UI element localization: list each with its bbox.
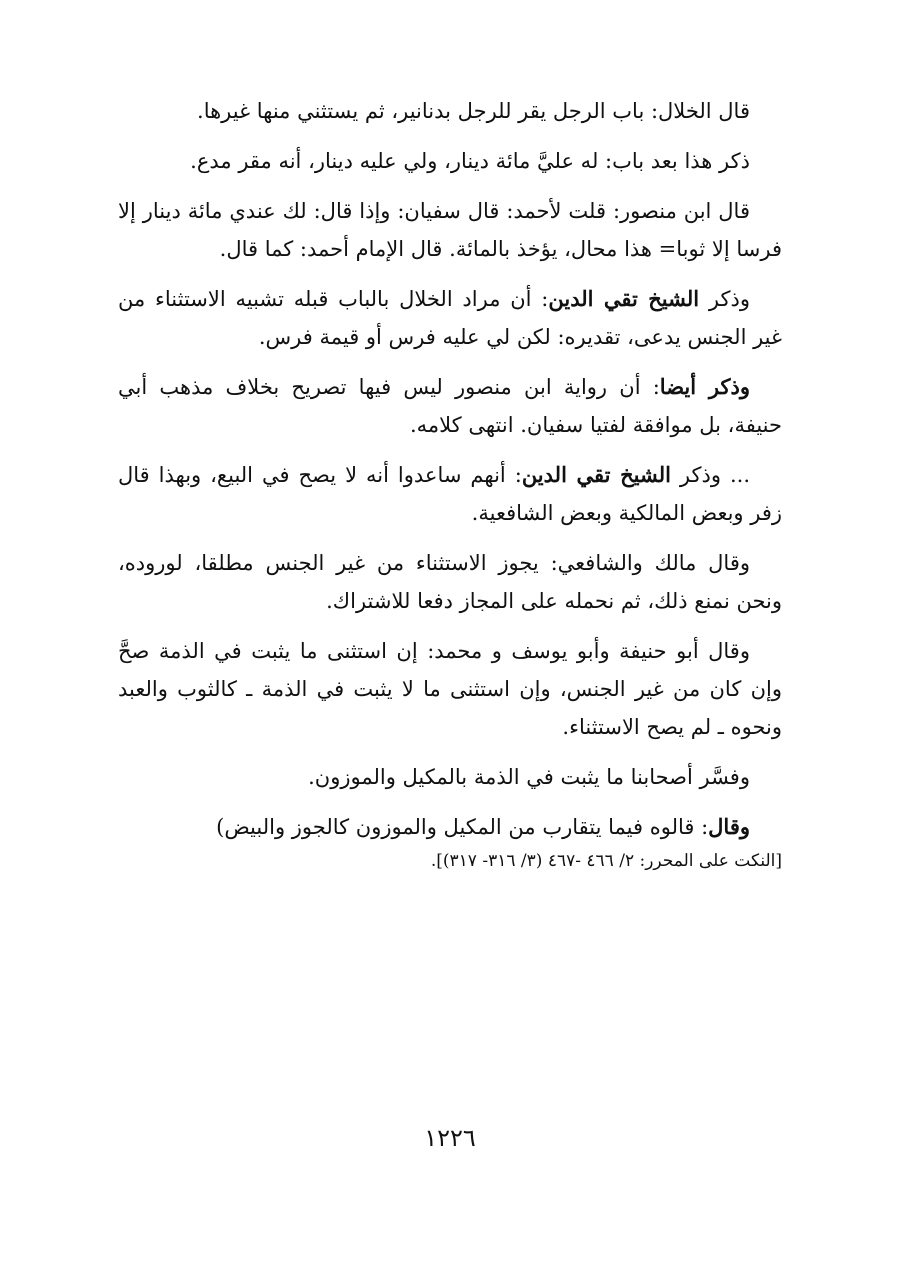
paragraph-lead: وذكر (699, 287, 750, 311)
paragraph-text: : أن رواية ابن منصور ليس فيها تصريح بخلاف مذهب أبي حنيفة، بل موافقة لفتيا سفيان. انتهى كلامه. (118, 375, 782, 437)
paragraph-bold-term: الشيخ تقي الدين (548, 286, 700, 311)
paragraph-text: وقال أبو حنيفة وأبو يوسف و محمد: إن استثنى ما يثبت في الذمة صحَّ وإن كان من غير الجنس، وإن استثنى ما لا يثبت في الذمة ـ كالثوب والعبد ونحوه ـ لم يصح الاستثناء. (118, 639, 782, 739)
paragraph-10 (118, 808, 782, 876)
paragraph-bold-term: الشيخ تقي الدين (521, 462, 671, 487)
paragraph-text: وفسَّر أصحابنا ما يثبت في الذمة بالمكيل والموزون. (308, 765, 750, 789)
paragraph-text: قال ابن منصور: قلت لأحمد: قال سفيان: وإذا قال: لك عندي مائة دينار إلا فرسا إلا ثوبا= هذا محال، يؤخذ بالمائة. قال الإمام أحمد: كما قال. (118, 199, 782, 261)
paragraph-2 (118, 142, 782, 180)
paragraph-text: قال الخلال: باب الرجل يقر للرجل بدنانير، ثم يستثني منها غيرها. (197, 99, 750, 123)
page-number: ١٢٢٦ (424, 1124, 476, 1152)
paragraph-bold-term: وقال (708, 814, 750, 839)
paragraph-8 (118, 632, 782, 746)
paragraph-4 (118, 280, 782, 356)
paragraph-bold-term: وذكر أيضا (659, 374, 750, 399)
paragraph-text: وقال مالك والشافعي: يجوز الاستثناء من غير الجنس مطلقا، لوروده، ونحن نمنع ذلك، ثم نحمله على المجاز دفعا للاشتراك. (118, 551, 782, 613)
paragraph-text: : أنهم ساعدوا أنه لا يصح في البيع، وبهذا قال زفر وبعض المالكية وبعض الشافعية. (118, 463, 782, 525)
source-citation: [النكت على المحرر: ٢/ ٤٦٦ -٤٦٧ (٣/ ٣١٦- ٣١٧)]. (430, 851, 782, 871)
paragraph-9 (118, 758, 782, 796)
paragraph-7 (118, 544, 782, 620)
paragraph-text: : أن مراد الخلال بالباب قبله تشبيه الاستثناء من غير الجنس يدعى، تقديره: لكن لي عليه فرس أو قيمة فرس. (118, 287, 782, 349)
paragraph-3 (118, 192, 782, 268)
paragraph-6 (118, 456, 782, 532)
paragraph-text: : قالوه فيما يتقارب من المكيل والموزون كالجوز والبيض) (216, 815, 709, 839)
paragraph-5 (118, 368, 782, 444)
paragraph-text: ذكر هذا بعد باب: له عليَّ مائة دينار، ولي عليه دينار، أنه مقر مدع. (190, 149, 750, 173)
paragraph-1 (118, 92, 782, 130)
paragraph-lead: ... وذكر (670, 463, 750, 487)
document-body (118, 92, 782, 888)
